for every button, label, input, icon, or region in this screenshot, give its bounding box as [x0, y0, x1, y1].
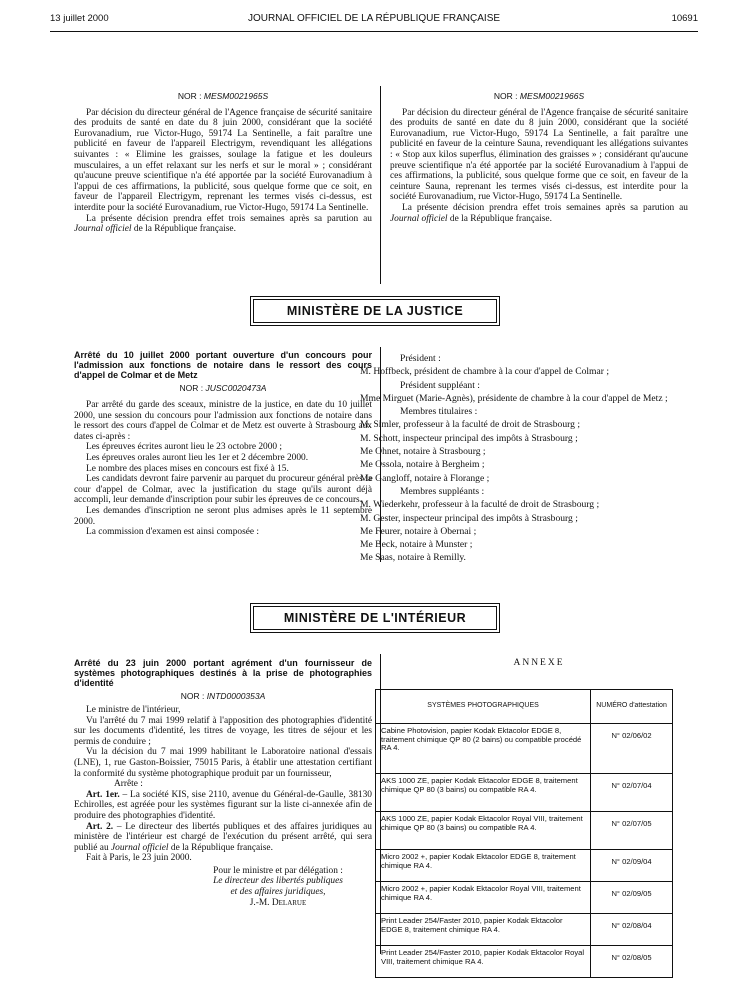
jury-member: Me Saas, notaire à Remilly.	[360, 552, 466, 564]
article-1: Art. 1er. – La société KIS, sise 2110, avenue du Général-de-Gaulle, 38130 Echirolles, est agréée pour les systèmes figurant sur la liste ci-annexée afin de produire des photographies d'identité.	[74, 789, 372, 821]
arrete-paragraph: Les demandes d'inscription ne seront plus admises après le 11 septembre 2000.	[74, 505, 372, 527]
jury-member: M. Wiederkehr, professeur à la faculté de droit de Strasbourg ;	[360, 499, 600, 511]
annexe-title: ANNEXE	[513, 658, 565, 668]
system-cell: Print Leader 254/Faster 2010, papier Kodak Ektacolor Royal VIII, traitement chimique RA 4.	[376, 946, 591, 978]
nor-label: NOR : MESM0021965S	[177, 91, 269, 101]
system-cell: AKS 1000 ZE, papier Kodak Ektacolor EDGE 8, traitement chimique QP 80 (3 bains) ou compatible RA 4.	[376, 774, 591, 812]
table-row	[376, 946, 673, 978]
attestation-number-cell: N° 02/09/04	[591, 850, 673, 882]
jury-member: Me Ohnet, notaire à Strasbourg ;	[360, 446, 486, 458]
signature-block: Pour le ministre et par délégation : Le directeur des libertés publiques et des affaires juridiques, J.-M. Delarue	[213, 865, 343, 908]
column-header-systems: SYSTÈMES PHOTOGRAPHIQUES	[376, 690, 591, 724]
attestation-number-cell: N° 02/09/05	[591, 882, 673, 914]
decision-left	[74, 91, 372, 235]
table-row	[376, 914, 673, 946]
jury-member: Me Gangloff, notaire à Florange ;	[360, 472, 490, 484]
table-row	[376, 882, 673, 914]
table-row	[376, 812, 673, 850]
decision-paragraph: Par décision du directeur général de l'Agence française de sécurité sanitaire des produits de santé en date du 8 juin 2000, considérant que la société Eurovanadium, rue Victor-Hugo, 59174 La Sentinelle, a fait paraître une publicité en faveur de la ceinture Sauna, revendiquant les allégations suivantes : « Stop aux kilos superflus, élimination des graisses » ; considérant qu'aucune preuve scientifique n'a été apportée par la société Eurovanadium à l'appui de ces affirmations, la publicité, sous quelque forme que ce soit, en faveur de la ceinture Sauna, reprenant les termes visés ci-dessus, est interdite pour la société Eurovanadium, rue Victor-Hugo, 59174 La Sentinelle.	[390, 107, 688, 203]
attestation-number-cell: N° 02/07/05	[591, 812, 673, 850]
decision-right	[390, 91, 688, 224]
decision-paragraph: Par décision du directeur général de l'Agence française de sécurité sanitaire des produits de santé en date du 8 juin 2000, considérant que la société Eurovanadium, rue Victor-Hugo, 59174 La Sentinelle, a fait paraître une publicité en faveur de l'appareil Electrigym, revendiquant les allégations suivantes : « Elimine les graisses, soulage la fatigue et les douleurs musculaires, a un effet relaxant sur les nerfs et sur le moral » ; considérant qu'aucune preuve scientifique n'a été apportée par la société Eurovanadium à l'appui de ces affirmations, la publicité, sous quelque forme que ce soit, en faveur de l'appareil Electrigym, reprenant les termes visés ci-dessus, est interdite pour la société Eurovanadium, rue Victor-Hugo, 59174 La Sentinelle.	[74, 107, 372, 213]
jury-role: Président :	[400, 353, 441, 364]
decision-paragraph: La présente décision prendra effet trois semaines après sa parution au Journal officiel de la République française.	[390, 202, 688, 224]
attestation-number-cell: N° 02/08/04	[591, 914, 673, 946]
nor-label: NOR : INTD0000353A	[180, 691, 266, 702]
ministry-box-interieur	[250, 603, 500, 633]
nor-label: NOR : MESM0021966S	[493, 91, 585, 101]
jury-member: Me Beck, notaire à Munster ;	[360, 539, 473, 551]
arrete-title: Arrêté du 23 juin 2000 portant agrément d'un fournisseur de systèmes photographiques destinés à la prise de photographies d'identité	[74, 658, 372, 688]
arrete-paragraph: Vu l'arrêté du 7 mai 1999 relatif à l'apposition des photographies d'identité sur les documents d'identité, les titres de voyage, les titres de séjour et les permis de conduire ;	[74, 715, 372, 747]
header-rule	[50, 31, 698, 32]
jury-member: M. Hoffbeck, président de chambre à la cour d'appel de Colmar ;	[360, 366, 610, 378]
table-row	[376, 774, 673, 812]
ministry-title: MINISTÈRE DE L'INTÉRIEUR	[253, 606, 497, 630]
system-cell: Cabine Photovision, papier Kodak Ektacolor EDGE 8, traitement chimique QP 80 (2 bains) ou compatible procédé RA 4.	[376, 724, 591, 774]
jury-list	[360, 352, 669, 565]
arrete-paragraph: Vu la décision du 7 mai 1999 habilitant le Laboratoire national d'essais (LNE), 1, rue Gaston-Boissier, 75015 Paris, à établir une attestation certifiant la conformité du système photographique produit par un fournisseur,	[74, 747, 372, 779]
arrete-paragraph: Les épreuves écrites auront lieu le 23 octobre 2000 ;	[86, 442, 283, 453]
jury-member: M. Gester, inspecteur principal des impôts à Strasbourg ;	[360, 512, 578, 524]
jury-member: Me Ossola, notaire à Bergheim ;	[360, 459, 485, 471]
system-cell: Micro 2002 +, papier Kodak Ektacolor Royal VIII, traitement chimique RA 4.	[376, 882, 591, 914]
arrete-paragraph: Par arrêté du garde des sceaux, ministre de la justice, en date du 10 juillet 2000, une session du concours pour l'admission aux fonctions de notaire dans le ressort des cours d'appel de Colmar et de Metz est ouverte à Strasbourg aux dates ci-après :	[74, 399, 372, 442]
jury-role: Membres titulaires :	[400, 406, 478, 418]
ministry-title: MINISTÈRE DE LA JUSTICE	[253, 299, 497, 323]
jury-member: M. Schott, inspecteur principal des impôts à Strasbourg ;	[360, 432, 578, 444]
arrete-paragraph: La commission d'examen est ainsi composée :	[86, 527, 260, 538]
attestation-number-cell: N° 02/08/05	[591, 946, 673, 978]
attestation-number-cell: N° 02/07/04	[591, 774, 673, 812]
arrete-paragraph: Arrête :	[114, 779, 143, 790]
jury-member: M. Simler, professeur à la faculté de droit de Strasbourg ;	[360, 419, 581, 431]
column-separator	[380, 86, 381, 284]
system-cell: Micro 2002 +, papier Kodak Ektacolor EDGE 8, traitement chimique RA 4.	[376, 850, 591, 882]
ministry-box-justice	[250, 296, 500, 326]
column-header-number: NUMÉRO d'attestation	[591, 690, 673, 724]
jury-member: Mme Mirguet (Marie-Agnès), présidente de chambre à la cour d'appel de Metz ;	[360, 392, 668, 404]
decision-paragraph: La présente décision prendra effet trois semaines après sa parution au Journal officiel de la République française.	[74, 213, 372, 235]
page-header	[50, 13, 698, 29]
header-date: 13 juillet 2000	[50, 13, 109, 24]
system-cell: Print Leader 254/Faster 2010, papier Kodak Ektacolor EDGE 8, traitement chimique RA 4.	[376, 914, 591, 946]
system-cell: AKS 1000 ZE, papier Kodak Ektacolor Royal VIII, traitement chimique QP 80 (3 bains) ou compatible RA 4.	[376, 812, 591, 850]
arrete-justice	[74, 351, 372, 538]
nor-label: NOR : JUSC0020473A	[179, 383, 267, 394]
jury-role: Membres suppléants :	[400, 485, 485, 497]
arrete-paragraph: Les épreuves orales auront lieu les 1er et 2 décembre 2000.	[86, 452, 309, 463]
arrete-title: Arrêté du 10 juillet 2000 portant ouverture d'un concours pour l'admission aux fonctions de notaire dans le ressort des cours d'appel de Colmar et de Metz	[74, 350, 372, 380]
annexe-table	[375, 689, 673, 978]
header-journal-title: JOURNAL OFFICIEL DE LA RÉPUBLIQUE FRANÇAISE	[247, 13, 501, 24]
arrete-paragraph: Le nombre des places mises en concours est fixé à 15.	[86, 463, 289, 474]
header-page-number: 10691	[671, 13, 698, 24]
attestation-number-cell: N° 02/06/02	[591, 724, 673, 774]
arrete-paragraph: Fait à Paris, le 23 juin 2000.	[86, 853, 192, 864]
article-2: Art. 2. – Le directeur des libertés publiques et des affaires juridiques au ministère de l'intérieur est chargé de l'exécution du présent arrêté, qui sera publié au Journal officiel de la République française.	[74, 821, 372, 853]
arrete-interieur	[74, 659, 372, 908]
jury-role: Président suppléant :	[400, 379, 480, 391]
jury-member: Me Feurer, notaire à Obernai ;	[360, 525, 477, 537]
arrete-paragraph: Le ministre de l'intérieur,	[86, 704, 181, 715]
table-row	[376, 850, 673, 882]
table-row	[376, 724, 673, 774]
arrete-paragraph: Les candidats devront faire parvenir au parquet du procureur général près la cour d'appel de Colmar, avec la justification du stage qu'ils auront déjà accompli, leur demande d'inscription pour subir les épreuves de ce concours.	[74, 474, 372, 506]
